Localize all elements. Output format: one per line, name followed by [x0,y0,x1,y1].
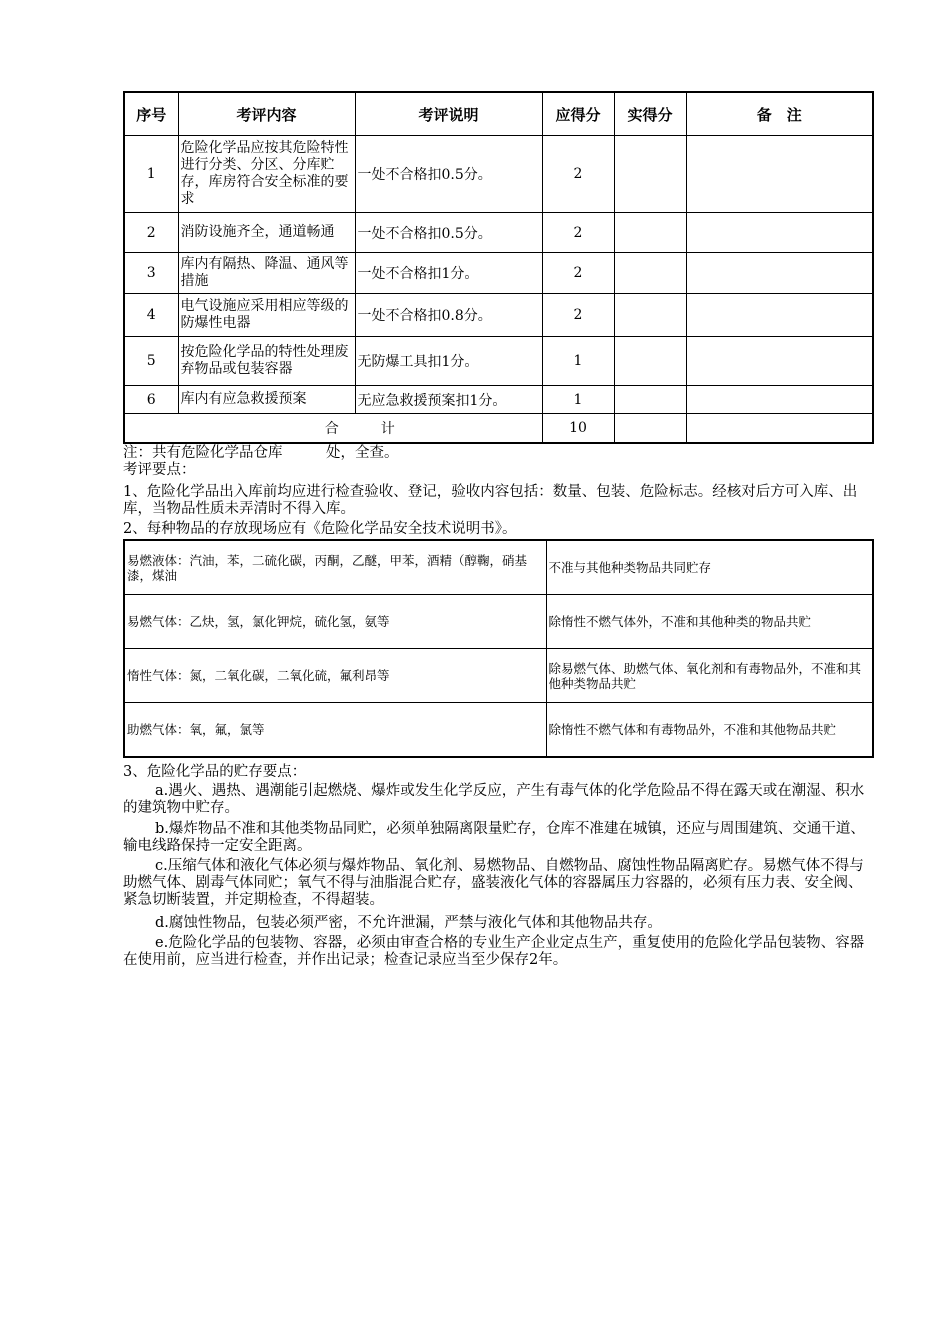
point-1: 1、危险化学品出入库前均应进行检查验收、登记，验收内容包括：数量、包装、危险标志。经核对后方可入库、出库，当物品性质未弄清时不得入库。 [123,484,858,517]
header-content: 考评内容 [178,92,355,136]
row-actual [614,253,686,294]
row-remark [686,386,873,414]
row-content: 库内有隔热、降温、通风等措施 [178,253,355,294]
type-rule: 除惰性不燃气体和有毒物品外，不准和其他物品共贮 [546,703,873,758]
storage-point-a: a.遇火、遇热、遇潮能引起燃烧、爆炸或发生化学反应，产生有毒气体的化学危险品不得在露天或在潮湿、积水的建筑物中贮存。 [123,783,865,816]
header-score: 应得分 [542,92,614,136]
row-score: 1 [542,337,614,386]
total-actual [614,414,686,443]
row-no: 6 [124,386,178,414]
row-desc: 无应急救援预案扣1分。 [355,386,542,414]
row-desc: 无防爆工具扣1分。 [355,337,542,386]
table-row [124,294,873,337]
row-remark [686,294,873,337]
total-spacer [124,414,178,443]
row-desc: 一处不合格扣0.8分。 [355,294,542,337]
header-no: 序号 [124,92,178,136]
table-row [124,136,873,213]
row-content: 消防设施齐全，通道畅通 [178,213,355,253]
row-no: 4 [124,294,178,337]
row-score: 2 [542,136,614,213]
row-remark [686,253,873,294]
row-actual [614,294,686,337]
table-row [124,337,873,386]
row-remark [686,213,873,253]
table-row [124,253,873,294]
row-content: 按危险化学品的特性处理废弃物品或包装容器 [178,337,355,386]
row-content: 电气设施应采用相应等级的防爆性电器 [178,294,355,337]
type-row [124,649,873,703]
storage-point-e: e.危险化学品的包装物、容器，必须由审查合格的专业生产企业定点生产，重复使用的危险化学品包装物、容器在使用前，应当进行检查，并作出记录；检查记录应当至少保存2年。 [123,935,865,968]
total-score: 10 [542,414,614,443]
row-score: 2 [542,253,614,294]
row-remark [686,337,873,386]
total-row [124,414,873,443]
type-kind: 惰性气体：氮，二氧化碳，二氧化硫，氟利昂等 [124,649,546,703]
type-rule: 不准与其他种类物品共同贮存 [546,540,873,595]
evaluation-table [123,91,874,444]
type-row [124,595,873,649]
type-row [124,540,873,595]
row-actual [614,136,686,213]
row-content: 危险化学品应按其危险特性进行分类、分区、分库贮存，库房符合安全标准的要求 [178,136,355,213]
row-score: 2 [542,294,614,337]
row-no: 5 [124,337,178,386]
row-desc: 一处不合格扣0.5分。 [355,136,542,213]
storage-types-table [123,539,874,758]
type-kind: 助燃气体：氧，氟，氯等 [124,703,546,758]
table-row [124,386,873,414]
table-row [124,213,873,253]
type-rule: 除惰性不燃气体外，不准和其他种类的物品共贮 [546,595,873,649]
points-title: 考评要点： [123,462,196,478]
storage-point-c: c.压缩气体和液化气体必须与爆炸物品、氧化剂、易燃物品、自燃物品、腐蚀性物品隔离贮存。易燃气体不得与助燃气体、剧毒气体同贮；氧气不得与油脂混合贮存，盛装液化气体的容器属压力容器的，必须有压力表、安全阀、紧急切断装置，并定期检查，不得超装。 [123,858,864,908]
storage-point-d: d.腐蚀性物品，包装必须严密，不允许泄漏，严禁与液化气体和其他物品共存。 [155,915,662,931]
row-remark [686,136,873,213]
row-no: 3 [124,253,178,294]
total-label: 合 计 [178,414,542,443]
row-score: 1 [542,386,614,414]
table-header-row [124,92,873,136]
table-note: 注：共有危险化学品仓库 处，全查。 [123,445,399,461]
storage-title: 3、危险化学品的贮存要点： [123,764,307,780]
type-kind: 易燃液体：汽油，苯，二硫化碳，丙酮，乙醚，甲苯，酒精（醇鞠，硝基漆，煤油 [124,540,546,595]
row-no: 1 [124,136,178,213]
header-desc: 考评说明 [355,92,542,136]
row-actual [614,337,686,386]
type-kind: 易燃气体：乙炔，氢，氯化钾烷，硫化氢，氨等 [124,595,546,649]
row-content: 库内有应急救援预案 [178,386,355,414]
row-actual [614,213,686,253]
row-desc: 一处不合格扣0.5分。 [355,213,542,253]
row-actual [614,386,686,414]
total-remark [686,414,873,443]
row-no: 2 [124,213,178,253]
row-score: 2 [542,213,614,253]
row-desc: 一处不合格扣1分。 [355,253,542,294]
header-remark: 备 注 [686,92,873,136]
storage-point-b: b.爆炸物品不准和其他类物品同贮，必须单独隔离限量贮存，仓库不准建在城镇，还应与周围建筑、交通干道、输电线路保持一定安全距离。 [123,821,865,854]
type-row [124,703,873,758]
header-actual: 实得分 [614,92,686,136]
point-2: 2、每种物品的存放现场应有《危险化学品安全技术说明书》。 [123,521,517,537]
type-rule: 除易燃气体、助燃气体、氧化剂和有毒物品外，不准和其他种类物品共贮 [546,649,873,703]
